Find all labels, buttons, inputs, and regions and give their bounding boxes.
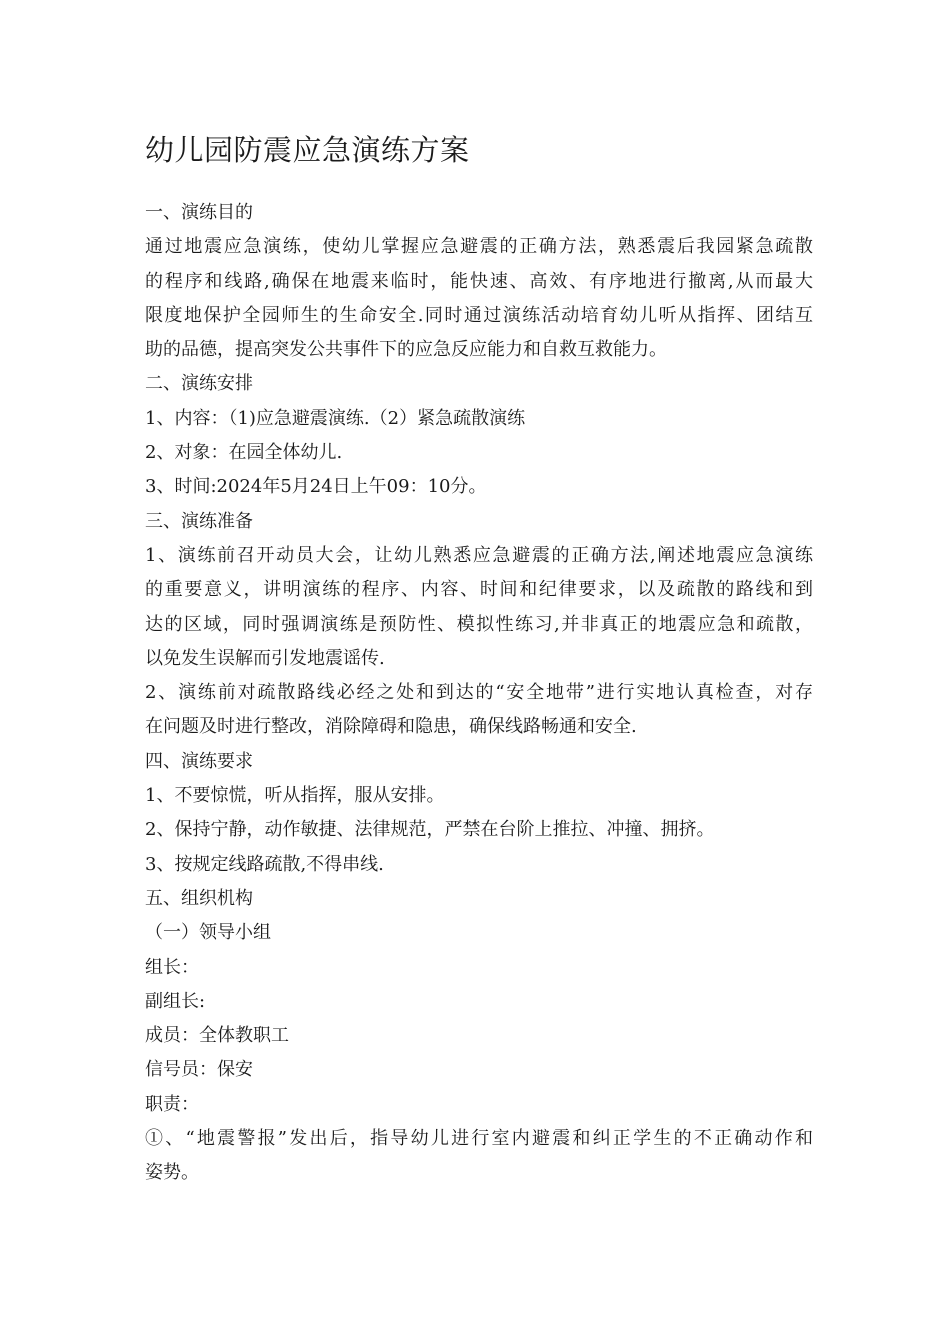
paragraph-line: 助的品德，提高突发公共事件下的应急反应能力和自救互救能力。 — [145, 339, 667, 361]
list-item: 2、对象：在园全体幼儿. — [145, 442, 343, 464]
document-body — [145, 196, 813, 1191]
paragraph-line: 的重要意义，讲明演练的程序、内容、时间和纪律要求，以及疏散的路线和到 — [145, 579, 813, 601]
section-heading-requirements: 四、演练要求 — [145, 750, 253, 772]
section-heading-arrangement: 二、演练安排 — [145, 373, 253, 395]
subsection-heading: （一）领导小组 — [145, 922, 271, 944]
paragraph-line: 限度地保护全园师生的生命安全.同时通过演练活动培育幼儿听从指挥、团结互 — [145, 304, 813, 326]
role-line: 组长： — [145, 956, 199, 978]
role-line: 职责： — [145, 1093, 199, 1115]
document-title: 幼儿园防震应急演练方案 — [145, 133, 470, 167]
paragraph-line: 在问题及时进行整改，消除障碍和隐患，确保线路畅通和安全. — [145, 716, 637, 738]
role-line: 成员：全体教职工 — [145, 1025, 289, 1047]
list-item: 2、保持宁静，动作敏捷、法律规范，严禁在台阶上推拉、冲撞、拥挤。 — [145, 819, 715, 841]
role-line: 信号员：保安 — [145, 1059, 253, 1081]
role-line: 副组长: — [145, 990, 206, 1012]
section-heading-organization: 五、组织机构 — [145, 887, 253, 909]
paragraph-line: 通过地震应急演练，使幼儿掌握应急避震的正确方法，熟悉震后我园紧急疏散 — [145, 236, 813, 258]
paragraph-line: ①、“地震警报”发出后，指导幼儿进行室内避震和纠正学生的不正确动作和 — [145, 1128, 813, 1150]
list-item: 3、按规定线路疏散,不得串线. — [145, 853, 384, 875]
list-item: 1、不要惊慌，听从指挥，服从安排。 — [145, 785, 445, 807]
paragraph-line: 的程序和线路,确保在地震来临时，能快速、高效、有序地进行撤离,从而最大 — [145, 270, 813, 292]
section-heading-purpose: 一、演练目的 — [145, 202, 253, 223]
list-item: 1、内容：（1)应急避震演练.（2）紧急疏散演练 — [145, 407, 526, 429]
list-item: 3、时间:2024年5月24日上午09：10分。 — [145, 476, 487, 498]
paragraph-line: 1、演练前召开动员大会，让幼儿熟悉应急避震的正确方法,阐述地震应急演练 — [145, 544, 813, 566]
paragraph-line: 姿势。 — [145, 1162, 199, 1184]
paragraph-line: 2、演练前对疏散路线必经之处和到达的“安全地带”进行实地认真检查，对存 — [145, 682, 813, 704]
paragraph-line: 达的区域，同时强调演练是预防性、模拟性练习,并非真正的地震应急和疏散， — [145, 613, 813, 635]
section-heading-preparation: 三、演练准备 — [145, 510, 253, 532]
paragraph-line: 以免发生误解而引发地震谣传. — [145, 647, 385, 669]
